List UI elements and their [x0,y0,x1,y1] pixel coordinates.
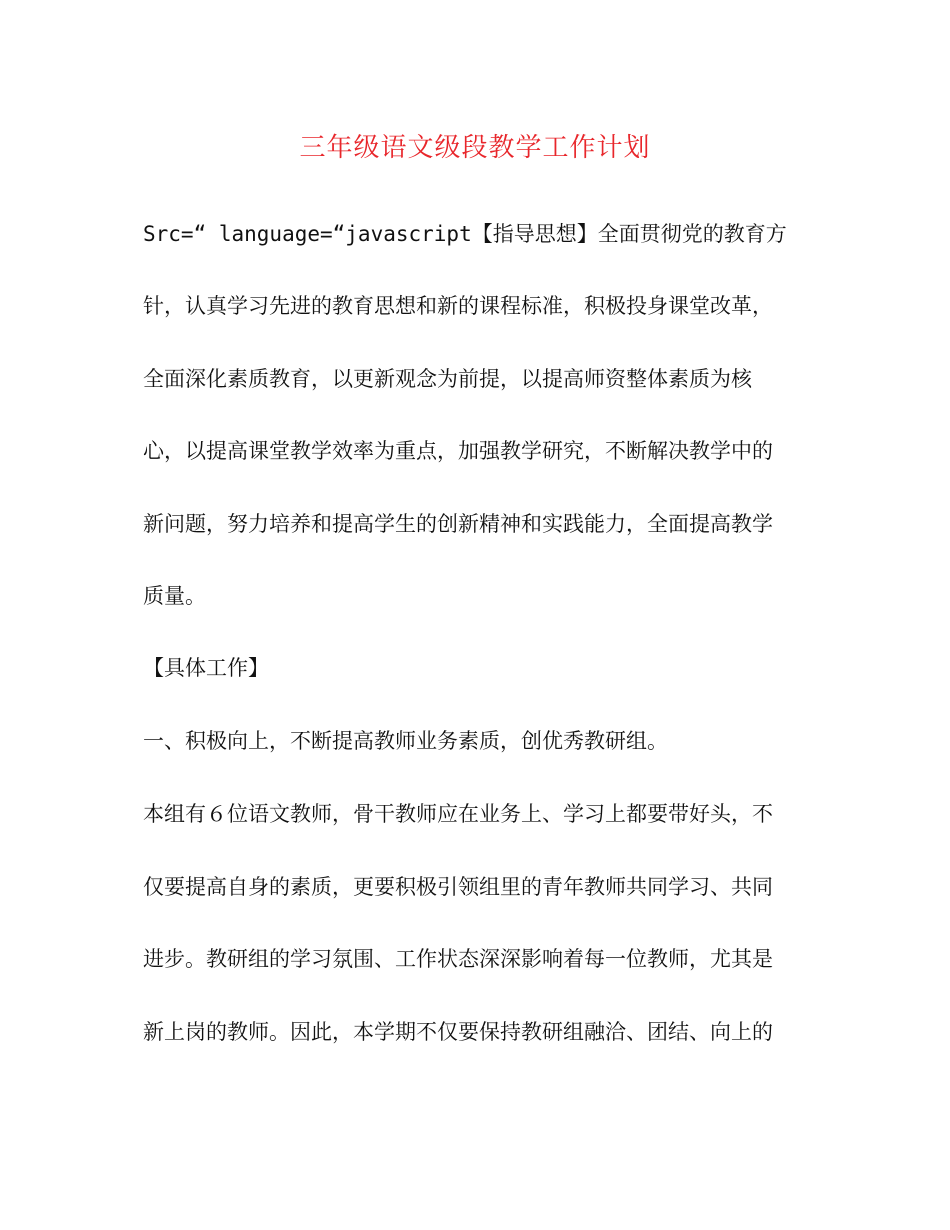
paragraph-line: 针，认真学习先进的教育思想和新的课程标准，积极投身课堂改革， [143,294,773,318]
paragraph-line: 本组有６位语文教师，骨干教师应在业务上、学习上都要带好头，不 [143,802,773,826]
section-heading: 【具体工作】 [143,656,269,680]
paragraph-line: 新上岗的教师。因此，本学期不仅要保持教研组融洽、团结、向上的 [143,1020,773,1044]
paragraph-line: 心，以提高课堂教学效率为重点，加强教学研究，不断解决教学中的 [143,439,773,463]
paragraph-line: 全面深化素质教育，以更新观念为前提，以提高师资整体素质为核 [143,367,752,391]
document-title: 三年级语文级段教学工作计划 [299,133,651,163]
paragraph-line: 进步。教研组的学习氛围、工作状态深深影响着每一位教师，尤其是 [143,947,773,971]
paragraph-line: 质量。 [143,584,206,608]
paragraph-line: 新问题，努力培养和提高学生的创新精神和实践能力，全面提高教学 [143,512,773,536]
subsection-heading: 一、积极向上，不断提高教师业务素质，创优秀教研组。 [143,729,668,753]
paragraph-line: 仅要提高自身的素质，更要积极引领组里的青年教师共同学习、共同 [143,875,773,899]
paragraph-line: Src=“ language=“javascript【指导思想】全面贯彻党的教育方 [143,222,787,246]
